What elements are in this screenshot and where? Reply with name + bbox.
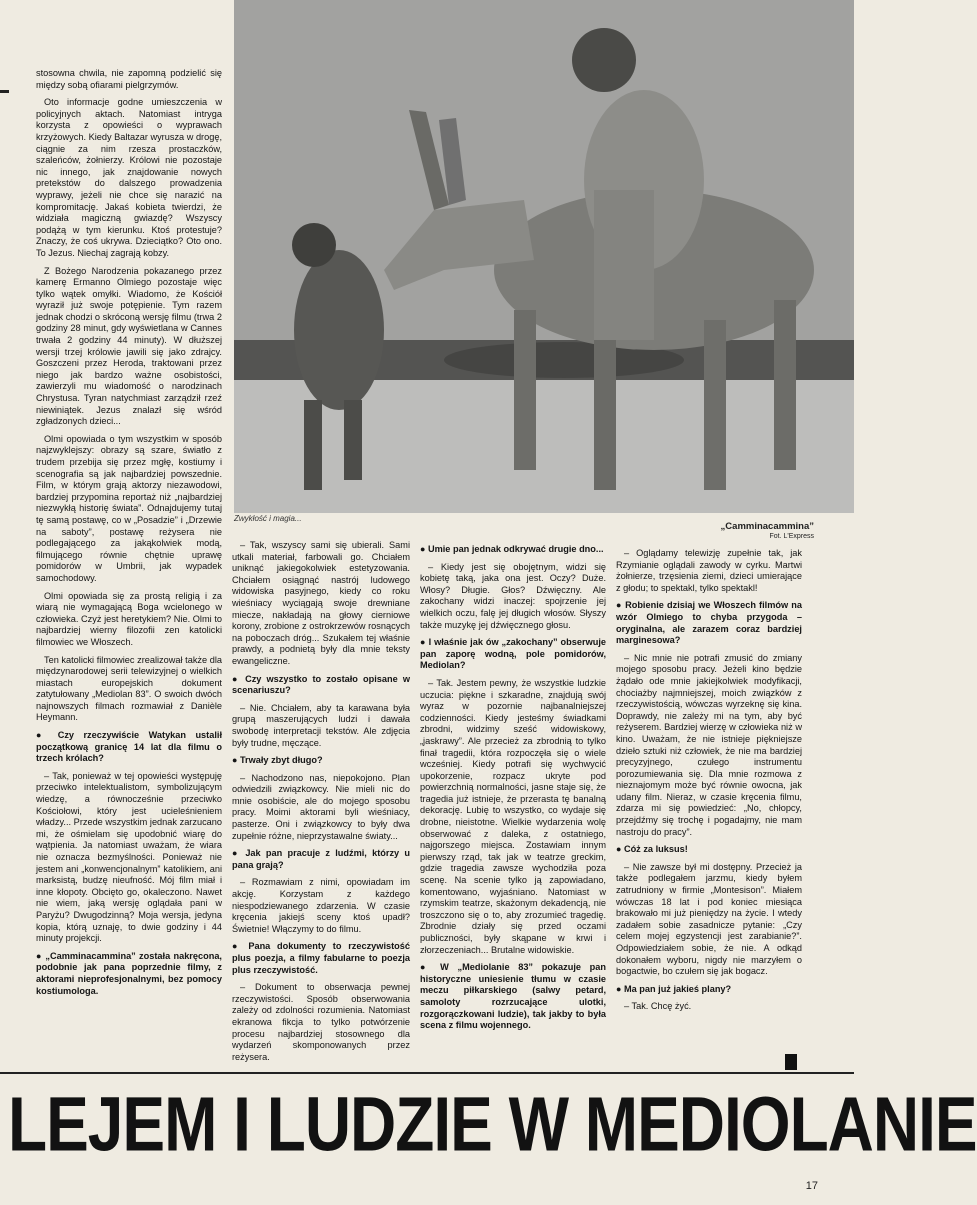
article-paragraph: – Tak. Chcę żyć. bbox=[624, 1001, 692, 1012]
interview-question: ● Umie pan jednak odkrywać drugie dno... bbox=[420, 544, 606, 556]
interview-question: ● I właśnie jak ów „zakochany” obserwuje pan zaporę wodną, pole pomidorów, Mediolan? bbox=[420, 637, 606, 672]
interview-question: ● Trwały zbyt długo? bbox=[232, 755, 410, 767]
photo-caption-right bbox=[721, 521, 814, 540]
article-paragraph: – Nie zawsze był mi dostępny. Przecież ja także podlegałem jarzmu, kiedy byłem zatrudniony w firmie „Montesison”. Miałem wówczas 18 lat i pod koniec miesiąca brakowało mi już pieniędzy na życie. I wtedy zadałem sobie zasadnicze pytanie: „Czy celem mojej egzystencji jest zarabianie?”. Odpowiedziałem sobie, że nie. A odkąd dokonałem wyboru, nigdy nie marzyłem o bogactwie, bo czułem się jak bogacz. bbox=[616, 861, 802, 977]
photo-caption-title: „Camminacammina” bbox=[720, 521, 814, 532]
article-column-4 bbox=[616, 548, 802, 1048]
interview-question: ● Ma pan już jakieś plany? bbox=[616, 984, 802, 996]
interview-question: ● Jak pan pracuje z ludźmi, którzy u pana grają? bbox=[232, 848, 410, 871]
article-paragraph: – Nic mnie nie potrafi zmusić do zmiany mojego sposobu pracy. Jeżeli kino będzie żądało ode mnie jakiejkolwiek modyfikacji, chociażby najmniejszej, moich związków z rzeczywistością, wówczas wyrzeknę się kina. Doprawdy, nie zależy mi na tym, aby być reżyserem. Bardziej wierzę w człowieka niż w kino. Uważam, że nie istnieje piękniejsze dzieło sztuki niż człowiek, że nie ma bardziej precyzyjnego, czułego instrumentu porozumiewania się. Dla mnie rozmowa z nieznajomym może być równie owocna, jak udany film. Nieraz, w czasie kręcenia filmu, zdarza mi się powiedzieć: „No, chłopcy, przejdźmy się trochę i pogadajmy, nie mam nastroju do pracy”. bbox=[616, 652, 802, 837]
article-paragraph: Olmi opowiada o tym wszystkim w sposób najzwyklejszy: obrazy są szare, światło z trudem przebija się przez mgłę, kostiumy i scenografia są jak najbardziej powszednie. Film, w którym grają aktorzy niezawodowi, bardziej przypomina reportaż niż „najbardziej niezwykłą historię świata”. Odnajdujemy tutaj tę samą postawę, co w „Posadzie” i „Drzewie na saboty”, postawę reżysera nie podlegającego za jakąkolwiek modą, filmującego równie chętnie uprawę pomidorów w Umbrii, jak wypadek samochodowy. bbox=[36, 433, 222, 583]
end-marker bbox=[785, 1054, 797, 1070]
interview-question: ● Czy wszystko to zostało opisane w scenariuszu? bbox=[232, 674, 410, 697]
article-paragraph: – Oglądamy telewizję zupełnie tak, jak Rzymianie oglądali zawody w cyrku. Martwi żołnierze, trzęsienia ziemi, dzieci umierające z głodu; to spektakl, tylko spektakl! bbox=[616, 548, 802, 593]
interview-question: ● Cóż za luksus! bbox=[616, 844, 802, 856]
article-paragraph: – Kiedy jest się obojętnym, widzi się kobietę taką, jaka ona jest. Oczy? Duże. Włosy? Długie. Głos? Dźwięczny. Ale zakochany widzi inaczej: spojrzenie jej wielkich oczu, falę jej długich włosów. Słyszy także muzykę jej dźwięcznego głosu. bbox=[420, 561, 606, 630]
interview-question: ● W „Mediolanie 83” pokazuje pan historyczne uniesienie tłumu w czasie meczu piłkarskiego (salwy petard, samoloty rozrzucające ulotki, rozgorączkowani ludzie), tak jakby to była scena z filmu wojennego. bbox=[420, 962, 606, 1032]
article-column-3 bbox=[420, 544, 606, 1070]
interview-question: ● Robienie dzisiaj we Włoszech filmów na wzór Olmiego to chyba przygoda – oryginalna, ale zarazem coraz bardziej marginesowa? bbox=[616, 600, 802, 646]
interview-question: ● Czy rzeczywiście Watykan ustalił początkową granicę 14 lat dla filmu o trzech królach? bbox=[36, 730, 222, 765]
article-column-2 bbox=[232, 540, 410, 1070]
article-paragraph: Ten katolicki filmowiec zrealizował także dla międzynarodowej serii telewizyjnej o wielkich miastach europejskich dokument zatytułowany „Mediolan 83”. O swoich dwóch najnowszych filmach rozmawiał z Danièle Heymann. bbox=[36, 654, 222, 723]
article-paragraph: – Nie. Chciałem, aby ta karawana była grupą maszerujących ludzi i dawała swobodę interpretacji tekstów. Ale zdjęcia były trudne, męczące. bbox=[232, 702, 410, 748]
article-column-1 bbox=[36, 68, 222, 1056]
article-paragraph: Z Bożego Narodzenia pokazanego przez kamerę Ermanno Olmiego pozostaje więc tylko wątek omyłki. Wiadomo, że Kościół wyraził już swoje potępienie. Tym razem jednak chodzi o skróconą wersję filmu (trwa 2 godziny 28 minut, gdy wyświetlana w Cannes trwała 2 godziny 44 minuty). W dłuższej wersji trzej królowie jawili się jako zdrajcy. Goszczeni przez Heroda, traktowani przez niego jak bardzo ważne osobistości, zawierzyli mu wiadomość o narodzinach Chrystusa. Tyran natychmiast zarządził rzeź niewiniątek. Jezus znalazł się wśród zgładzonych dzieci... bbox=[36, 265, 222, 427]
article-paragraph: – Tak, ponieważ w tej opowieści występuję przeciwko intelektualistom, symbolizującym wiedzę, a równocześnie przeciwko Kościołowi, który jest ucieleśnieniem władzy... Przede wszystkim jednak zarzucano mi, że ośmielam się upodobnić wiarę do wątpienia. Ja natomiast uważam, że wiara nie oznacza bezmyślności. Ponieważ nie jestem ani „konwencjonalnym” katolikiem, ani marksistą, budzę nieufność. Mój film miał i inne kłopoty. Obcięto go, okaleczono. Nawet nie wiem, jaką wersję oglądała pani w Paryżu? Dwugodzinną? Moja wersja, jedyna kopia, którą uznaję, to dwie godziny i 44 minuty projekcji. bbox=[36, 770, 222, 944]
article-paragraph: – Tak. Jestem pewny, że wszystkie ludzkie uczucia: piękne i szkaradne, znajdują swój wyraz w pozornie najbanalniejszej codzienności. Kiedy jesteśmy świadkami zbrodni, widzimy sześć widowiskowy, „jaskrawy”. Ale przecież za zbrodnią to tylko finał tragedii, która rozpoczęła się o wiele wcześniej. Kiedy potrafi się wychwycić upokorzenie, rozpacz ukryte pod powierzchnią normalności, jasne staje się, że tragedia już istnieje, że przerasta tę banalną dekorację. Lubię to wszystko, co wydaje się drobne, nieistotne. Wielkie wydarzenia wolę obserwować z daleka, z ostatniego, najgorszego miejsca. Zostawiam innym pierwszy rząd, tak jak w teatrze greckim, gdzie tragedia zawsze wychodziła poza scenę. Na scenie tylko ją zapowiadano, komentowano, wyjaśniano. Natomiast w rzymskim teatrze, skażonym dekadencją, nie troszczono się o to, aby zrozumieć tragedię. Zbrodnie działy się przed oczami publiczności, były skąpane w krwi i złorzeczeniach... Brutalne widowiskie. bbox=[420, 677, 606, 955]
margin-mark bbox=[0, 90, 9, 93]
interview-question: ● Pana dokumenty to rzeczywistość plus poezja, a filmy fabularne to poezja plus rzeczywistość. bbox=[232, 941, 410, 976]
article-paragraph: – Tak, wszyscy sami się ubierali. Sami utkali materiał, farbowali go. Chciałem uniknąć jakiegokolwiek estetyzowania. Chciałem osiągnąć nastrój ludowego widowiska pasyjnego, kiedy co roku wieśniacy wyciągają swoje drewniane miecze, nakładają na głowy cierniowe korony, zrobione z ostrokrzewów rosnących na poboczach dróg... Szukałem tej właśnie prawdy, a podnietą były dla mnie teksty ewangeliczne. bbox=[232, 540, 410, 666]
interview-question: ● „Camminacammina” została nakręcona, podobnie jak pana poprzednie filmy, z aktorami nieprofesjonalnymi, bez pomocy kostiumologa. bbox=[36, 951, 222, 997]
photo-caption-left: Zwykłość i magia... bbox=[234, 514, 302, 523]
article-paragraph: stosowna chwila, nie zapomną podzielić się między sobą ofiarami pielgrzymów. bbox=[36, 68, 222, 90]
article-photo bbox=[234, 0, 854, 513]
photo-credit: Fot. L'Express bbox=[769, 533, 814, 540]
article-paragraph: Oto informacje godne umieszczenia w policyjnych aktach. Natomiast intryga korzysta z opowieści o wyprawach krzyżowych. Kiedy Baltazar wyrusza w drogę, ciągnie za nim rzesza prostaczków, szaleńców, żołnierzy. Królowi nie pozostaje nic innego, jak znajdowanie nowych pretekstów do dalszego prowadzenia wyprawy, jeżeli nie chce się narazić na kompromitację. Jakaś kobieta twierdzi, że widziała magiczną gwiazdę? Wszyscy podążą w tym kierunku. Ktoś protestuje? Znaczy, że coś ukrywa. Dzieciątko? Oto ono. To Jezus. Niechaj zagrają kobzy. bbox=[36, 97, 222, 258]
article-paragraph: – Nachodzono nas, niepokojono. Plan odwiedzili związkowcy. Nie mieli nic do mnie osobiście, ale do mojego sposobu pracy. Moimi aktorami byli wieśniacy, pasterze. Oni i związkowcy to były dwa zupełnie różne, nieprzystawalne światy... bbox=[232, 772, 410, 841]
article-paragraph: – Rozmawiam z nimi, opowiadam im akcję. Korzystam z każdego niespodziewanego zdarzenia. W czasie kręcenia jakiejś sceny ktoś upadł? Świetnie! Włączymy to do filmu. bbox=[232, 877, 410, 934]
photo-illustration bbox=[234, 0, 854, 513]
page-number: 17 bbox=[805, 1180, 818, 1192]
article-paragraph: Olmi opowiada się za prostą religią i za wiarą nie wymagającą Boga wcielonego w człowieka. Czyż jest heretykiem? Nie. Olmi to najbardziej wierny filozofii zen katolicki filmowiec we Włoszech. bbox=[36, 590, 222, 647]
article-headline: LEJEM I LUDZIE W MEDIOLANIE bbox=[8, 1080, 977, 1168]
article-paragraph: – Dokument to obserwacja pewnej rzeczywistości. Sposób obserwowania zależy od zdolności rozumienia. Natomiast ekranowa fikcja to tylko potwórzenie procesu najbardziej stosownego dla wydarzeń skomponowanych przez reżysera. bbox=[232, 982, 410, 1062]
